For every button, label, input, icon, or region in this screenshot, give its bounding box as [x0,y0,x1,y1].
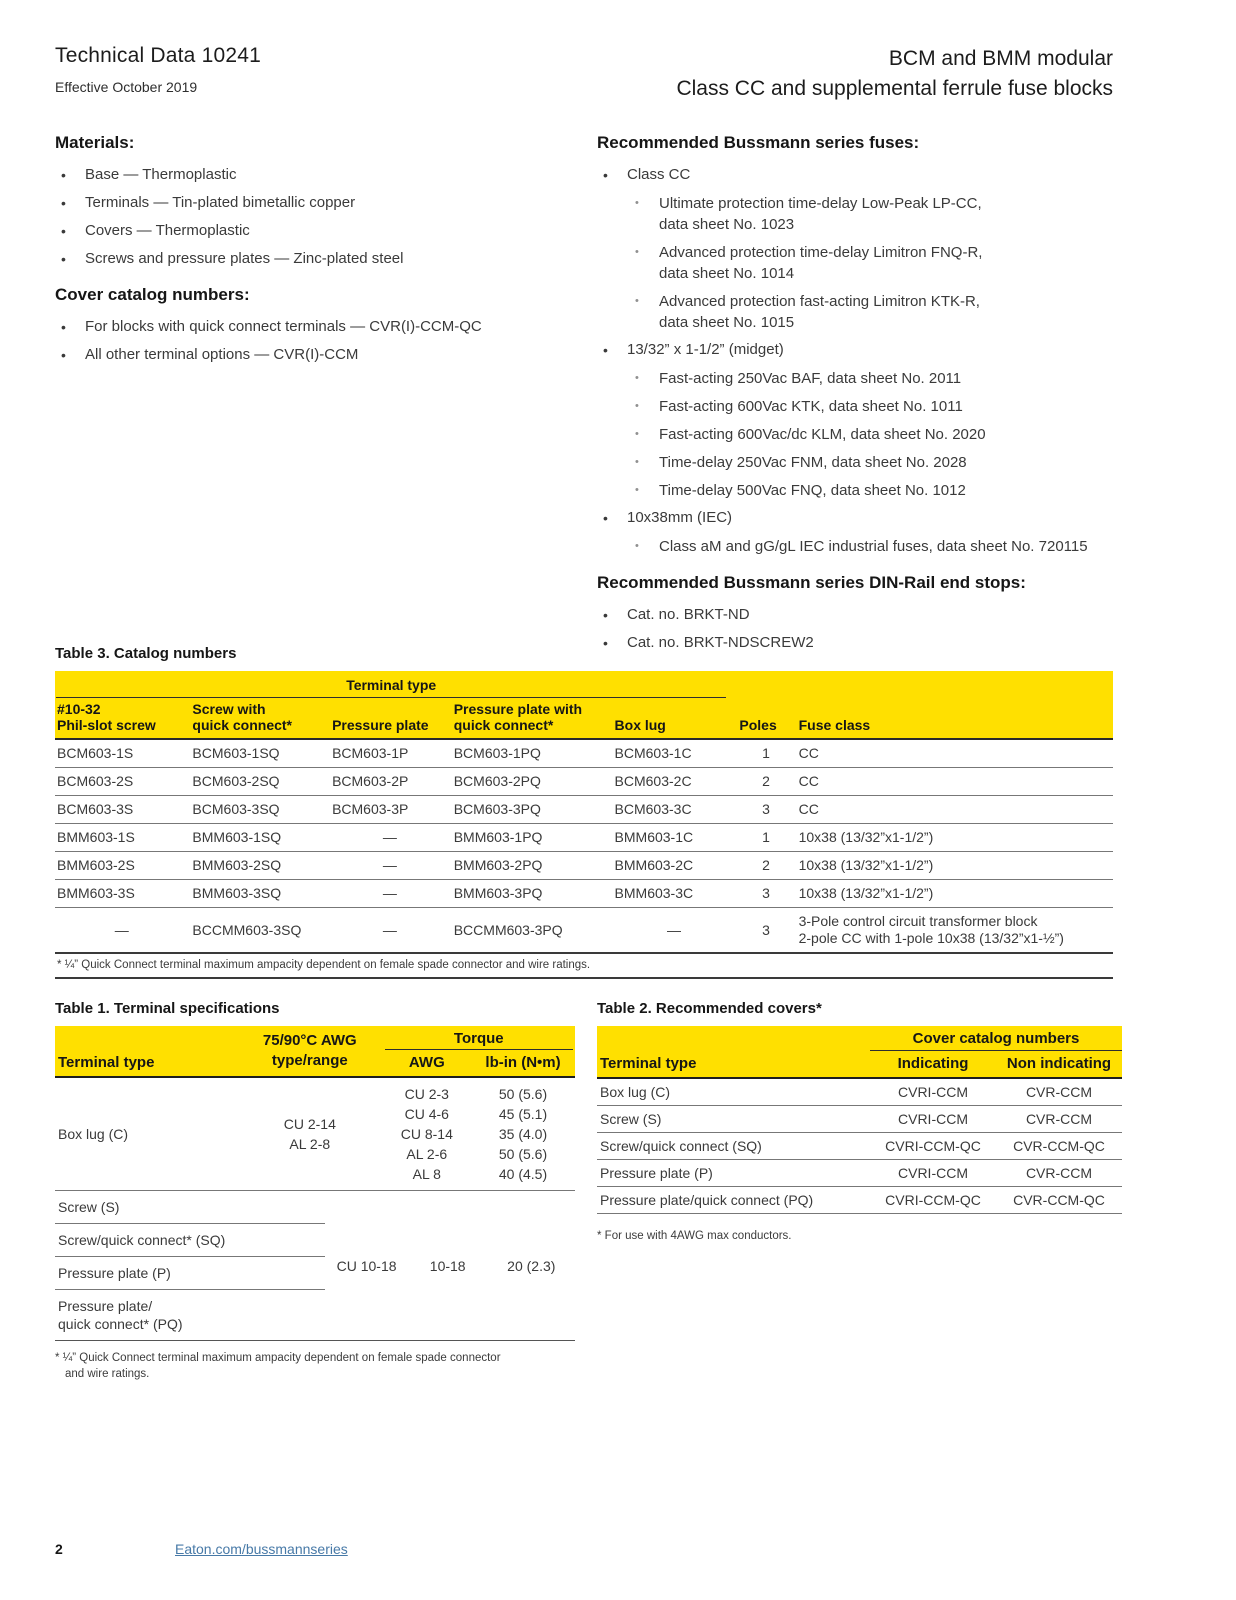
col-header: Box lug [613,699,738,739]
list-item: • Covers — Thermoplastic [55,221,560,241]
page-header [55,44,1113,104]
awg-cell: 10-18 [429,1257,466,1274]
fuse-group-label: • 13/32” x 1-1/2” (midget) [597,340,1117,360]
page-number: 2 [55,1541,63,1557]
table-row: Pressure plate (P) CVRI-CCM CVR-CCM [597,1160,1122,1187]
product-title-line2: Class CC and supplemental ferrule fuse blocks [676,77,1113,100]
table2-footnote: * For use with 4AWG max conductors. [597,1230,792,1242]
table3-footnote: * ¼” Quick Connect terminal maximum ampacity dependent on female spade connector and wire ratings. [55,954,1113,979]
fuse-group-label: • Class CC [597,165,1117,185]
table3-span-header-row [55,671,1113,699]
awg-range-cell: CU 2-14 AL 2-8 [283,1116,336,1152]
doc-title: Technical Data 10241 [55,44,261,67]
fuse-sub-item: • Fast-acting 600Vac/dc KLM, data sheet No. 2020 [635,426,986,443]
bussmann-series-link[interactable]: Eaton.com/bussmannseries [175,1541,348,1557]
table1-title: Table 1. Terminal specifications [55,1000,280,1017]
col-header: Pressure plate [330,699,452,739]
torque-span-header: Torque AWG lb-in (N•m) [383,1026,575,1076]
terminal-type-cell: Pressure plate (P) [55,1257,325,1290]
page-footer [55,1541,348,1557]
sub-bullet-icon: • [635,400,639,412]
terminal-type-cell: Pressure plate/ quick connect* (PQ) [58,1298,183,1332]
table2-header [597,1026,1122,1079]
list-item: • Cat. no. BRKT-ND [597,605,1117,625]
terminal-type-cell: Box lug (C) [58,1126,129,1142]
table-row: BMM603-1S BMM603-1SQ — BMM603-1PQ BMM603-1C 1 10x38 (13/32”x1-1/2”) [55,824,1113,852]
right-column [597,133,1117,661]
col-header: #10-32 Phil-slot screw [55,699,190,739]
table2-recommended-covers [597,1000,1122,1242]
table1-footnote: * ¼” Quick Connect terminal maximum ampacity dependent on female spade connector and wire ratings. [55,1352,501,1380]
list-item: • All other terminal options — CVR(I)-CCM [55,345,560,365]
fuse-sub-item: • Time-delay 250Vac FNM, data sheet No. 2028 [635,454,967,471]
col-header: Indicating [897,1055,969,1072]
bullet-icon: • [61,195,66,211]
fuse-sub-item: • Class aM and gG/gL IEC industrial fuses, data sheet No. 720115 [635,538,1088,555]
bullet-icon: • [61,347,66,363]
table1-header [55,1026,575,1078]
terminal-type-span-header: Terminal type [56,672,726,698]
col-header: 75/90°C AWG type/range [262,1032,357,1069]
bullet-icon: • [603,635,608,651]
table-row: BCM603-2S BCM603-2SQ BCM603-2P BCM603-2PQ BCM603-2C 2 CC [55,768,1113,796]
sub-bullet-icon: • [635,484,639,496]
table3-column-header-row [55,699,1113,739]
product-title [676,44,1113,104]
col-header: AWG [408,1054,445,1071]
sub-bullet-icon: • [635,428,639,440]
table-row: Screw/quick connect (SQ) CVRI-CCM-QC CVR-CCM-QC [597,1133,1122,1160]
fuse-sub-item: • Fast-acting 600Vac KTK, data sheet No. 1011 [635,398,963,415]
table-row: BCM603-1S BCM603-1SQ BCM603-1P BCM603-1PQ BCM603-1C 1 CC [55,739,1113,768]
table-row: Box lug (C) CVRI-CCM CVR-CCM [597,1079,1122,1106]
fuse-sub-item: • Fast-acting 250Vac BAF, data sheet No. 2011 [635,370,962,387]
terminal-type-cell: Screw (S) [55,1191,325,1224]
bullet-icon: • [603,167,608,183]
awg-range-cell: CU 10-18 [336,1257,397,1274]
product-title-line1: BCM and BMM modular [888,47,1113,70]
din-rail-heading: Recommended Bussmann series DIN-Rail end stops: [597,573,1026,592]
materials-heading: Materials: [55,133,135,152]
table3-title: Table 3. Catalog numbers [55,645,237,662]
fuse-groups-list [597,165,1117,557]
effective-date: Effective October 2019 [55,79,198,95]
bullet-icon: • [61,167,66,183]
table-row: — BCCMM603-3SQ — BCCMM603-3PQ — 3 3-Pole control circuit transformer block 2-pole CC with 1-pole 10x38 (13/32”x1-½”) [55,908,1113,954]
col-header: Screw with quick connect* [190,699,330,739]
torque-cell: 50 (5.6) 45 (5.1) 35 (4.0) 50 (5.6) 40 (4.5) [498,1086,548,1182]
sub-bullet-icon: • [635,456,639,468]
col-header: Pressure plate with quick connect* [452,699,613,739]
fuses-heading: Recommended Bussmann series fuses: [597,133,920,152]
cover-catalog-heading: Cover catalog numbers: [55,285,250,304]
awg-cell: CU 2-3 CU 4-6 CU 8-14 AL 2-6 AL 8 [400,1086,453,1182]
sub-bullet-icon: • [635,372,639,384]
bullet-icon: • [603,607,608,623]
bullet-icon: • [603,342,608,358]
terminal-type-cell: Screw/quick connect* (SQ) [55,1224,325,1257]
cover-catalog-list [55,317,560,365]
table-row: Pressure plate/quick connect (PQ) CVRI-CCM-QC CVR-CCM-QC [597,1187,1122,1214]
list-item: • Screws and pressure plates — Zinc-plated steel [55,249,560,269]
fuse-sub-item: • Time-delay 500Vac FNQ, data sheet No. 1012 [635,482,966,499]
doc-id-block [55,44,261,104]
list-item: • Base — Thermoplastic [55,165,560,185]
table-row: BCM603-3S BCM603-3SQ BCM603-3P BCM603-3PQ BCM603-3C 3 CC [55,796,1113,824]
bullet-icon: • [61,319,66,335]
table-row: BMM603-3S BMM603-3SQ — BMM603-3PQ BMM603-3C 3 10x38 (13/32”x1-1/2”) [55,880,1113,908]
col-header: Poles [737,699,796,739]
list-item: • Cat. no. BRKT-NDSCREW2 [597,633,1117,653]
col-header: Terminal type [600,1055,697,1072]
bullet-icon: • [61,251,66,267]
cover-catalog-span-header: Cover catalog numbers [870,1030,1122,1051]
table3 [55,671,1113,954]
bullet-icon: • [61,223,66,239]
table3-catalog-numbers [55,645,1113,979]
table-row: Screw (S) CVRI-CCM CVR-CCM [597,1106,1122,1133]
col-header: lb-in (N•m) [485,1054,561,1071]
bullet-icon: • [603,510,608,526]
sub-bullet-icon: • [635,246,639,258]
table1-terminal-specifications [55,1000,575,1382]
torque-cell: 20 (2.3) [507,1257,556,1274]
sub-bullet-icon: • [635,197,639,209]
col-header: Fuse class [797,699,1113,739]
fuse-group-label: • 10x38mm (IEC) [597,508,1117,528]
col-header: Terminal type [58,1054,155,1071]
left-column [55,133,560,373]
materials-list [55,165,560,269]
list-item: • For blocks with quick connect terminals — CVR(I)-CCM-QC [55,317,560,337]
sub-bullet-icon: • [635,540,639,552]
table1-merged-rows [55,1191,575,1341]
fuse-sub-item: • Advanced protection time-delay Limitron FNQ-R, data sheet No. 1014 [635,244,983,282]
col-header: Non indicating [1006,1055,1112,1072]
sub-bullet-icon: • [635,295,639,307]
table2-title: Table 2. Recommended covers* [597,1000,822,1017]
list-item: • Terminals — Tin-plated bimetallic copper [55,193,560,213]
fuse-sub-item: • Advanced protection fast-acting Limitron KTK-R, data sheet No. 1015 [635,293,980,331]
table-row: BMM603-2S BMM603-2SQ — BMM603-2PQ BMM603-2C 2 10x38 (13/32”x1-1/2”) [55,852,1113,880]
fuse-sub-item: • Ultimate protection time-delay Low-Peak LP-CC, data sheet No. 1023 [635,195,982,233]
table-row [55,1078,575,1191]
